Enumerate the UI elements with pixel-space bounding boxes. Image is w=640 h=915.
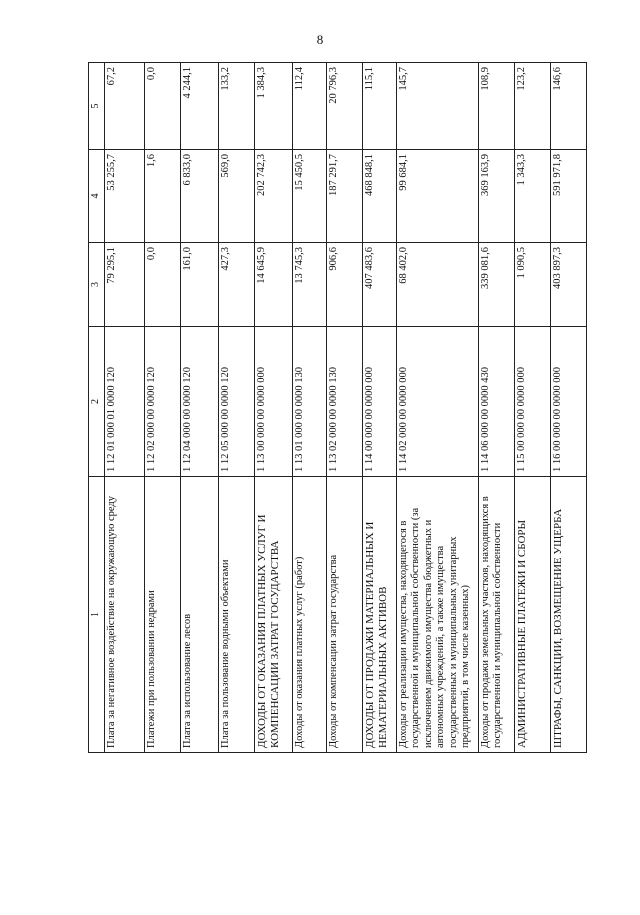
row-value-5: 108,9 bbox=[479, 63, 515, 150]
row-name: Доходы от продажи земельных участков, находящихся в государственной и муниципальной собственности bbox=[479, 477, 515, 753]
row-code: 1 12 05 000 00 0000 120 bbox=[219, 327, 255, 477]
row-name: Доходы от оказания платных услуг (работ) bbox=[293, 477, 327, 753]
table-row bbox=[363, 63, 397, 753]
row-value-3: 403 897,3 bbox=[551, 243, 587, 327]
table-row bbox=[255, 63, 293, 753]
row-value-3: 14 645,9 bbox=[255, 243, 293, 327]
row-value-3: 79 295,1 bbox=[105, 243, 145, 327]
row-value-4: 569,0 bbox=[219, 150, 255, 243]
row-name: ДОХОДЫ ОТ ПРОДАЖИ МАТЕРИАЛЬНЫХ И НЕМАТЕРИАЛЬНЫХ АКТИВОВ bbox=[363, 477, 397, 753]
row-value-4: 99 684,1 bbox=[397, 150, 479, 243]
table-row bbox=[293, 63, 327, 753]
row-code: 1 14 02 000 00 0000 000 bbox=[397, 327, 479, 477]
table-row bbox=[327, 63, 363, 753]
table-row bbox=[105, 63, 145, 753]
row-name: ДОХОДЫ ОТ ОКАЗАНИЯ ПЛАТНЫХ УСЛУГ И КОМПЕНСАЦИИ ЗАТРАТ ГОСУДАРСТВА bbox=[255, 477, 293, 753]
row-code: 1 13 02 000 00 0000 130 bbox=[327, 327, 363, 477]
table-row bbox=[551, 63, 587, 753]
row-value-4: 6 833,0 bbox=[181, 150, 219, 243]
row-value-5: 0,0 bbox=[145, 63, 181, 150]
row-value-5: 123,2 bbox=[515, 63, 551, 150]
row-value-5: 146,6 bbox=[551, 63, 587, 150]
row-value-5: 1 384,3 bbox=[255, 63, 293, 150]
table-row bbox=[397, 63, 479, 753]
row-value-5: 4 244,1 bbox=[181, 63, 219, 150]
table-row bbox=[515, 63, 551, 753]
table-row bbox=[479, 63, 515, 753]
row-value-5: 115,1 bbox=[363, 63, 397, 150]
row-value-4: 468 848,1 bbox=[363, 150, 397, 243]
row-value-4: 1,6 bbox=[145, 150, 181, 243]
revenue-table bbox=[88, 62, 587, 753]
row-value-4: 15 450,5 bbox=[293, 150, 327, 243]
row-code: 1 12 02 000 00 0000 120 bbox=[145, 327, 181, 477]
row-code: 1 13 01 000 00 0000 130 bbox=[293, 327, 327, 477]
row-value-4: 1 343,3 bbox=[515, 150, 551, 243]
row-name: Плата за использование лесов bbox=[181, 477, 219, 753]
row-value-3: 68 402,0 bbox=[397, 243, 479, 327]
row-value-3: 339 081,6 bbox=[479, 243, 515, 327]
row-name: Плата за пользование водными объектами bbox=[219, 477, 255, 753]
row-value-4: 202 742,3 bbox=[255, 150, 293, 243]
row-name: АДМИНИСТРАТИВНЫЕ ПЛАТЕЖИ И СБОРЫ bbox=[515, 477, 551, 753]
row-code: 1 14 00 000 00 0000 000 bbox=[363, 327, 397, 477]
row-name: Доходы от реализации имущества, находящегося в государственной и муниципальной собственности (за исключением движимого имущества бюджетных и автономных учреждений, а также имущества государственных и муниципальных унитарных предприятий, в том числе казенных) bbox=[397, 477, 479, 753]
row-code: 1 12 04 000 00 0000 120 bbox=[181, 327, 219, 477]
column-header-1: 1 bbox=[89, 477, 105, 753]
row-value-3: 906,6 bbox=[327, 243, 363, 327]
rotated-table-container bbox=[88, 63, 564, 753]
table-row bbox=[219, 63, 255, 753]
table-row bbox=[181, 63, 219, 753]
row-value-3: 407 483,6 bbox=[363, 243, 397, 327]
column-header-5: 5 bbox=[89, 63, 105, 150]
row-value-4: 369 163,9 bbox=[479, 150, 515, 243]
row-value-5: 112,4 bbox=[293, 63, 327, 150]
row-name: ШТРАФЫ, САНКЦИИ, ВОЗМЕЩЕНИЕ УЩЕРБА bbox=[551, 477, 587, 753]
row-code: 1 13 00 000 00 0000 000 bbox=[255, 327, 293, 477]
row-name: Плата за негативное воздействие на окружающую среду bbox=[105, 477, 145, 753]
row-code: 1 14 06 000 00 0000 430 bbox=[479, 327, 515, 477]
row-value-4: 591 971,8 bbox=[551, 150, 587, 243]
row-value-3: 1 090,5 bbox=[515, 243, 551, 327]
row-value-5: 20 796,3 bbox=[327, 63, 363, 150]
row-value-3: 0,0 bbox=[145, 243, 181, 327]
row-value-5: 133,2 bbox=[219, 63, 255, 150]
row-code: 1 16 00 000 00 0000 000 bbox=[551, 327, 587, 477]
column-header-3: 3 bbox=[89, 243, 105, 327]
table-row bbox=[145, 63, 181, 753]
column-header-4: 4 bbox=[89, 150, 105, 243]
row-value-3: 427,3 bbox=[219, 243, 255, 327]
row-name: Доходы от компенсации затрат государства bbox=[327, 477, 363, 753]
row-code: 1 15 00 000 00 0000 000 bbox=[515, 327, 551, 477]
row-value-4: 187 291,7 bbox=[327, 150, 363, 243]
page-number: 8 bbox=[316, 32, 324, 47]
row-name: Платежи при пользовании недрами bbox=[145, 477, 181, 753]
column-header-2: 2 bbox=[89, 327, 105, 477]
row-value-3: 161,0 bbox=[181, 243, 219, 327]
row-code: 1 12 01 000 01 0000 120 bbox=[105, 327, 145, 477]
row-value-5: 145,7 bbox=[397, 63, 479, 150]
table-header-row bbox=[89, 63, 105, 753]
row-value-5: 67,2 bbox=[105, 63, 145, 150]
row-value-3: 13 745,3 bbox=[293, 243, 327, 327]
row-value-4: 53 255,7 bbox=[105, 150, 145, 243]
